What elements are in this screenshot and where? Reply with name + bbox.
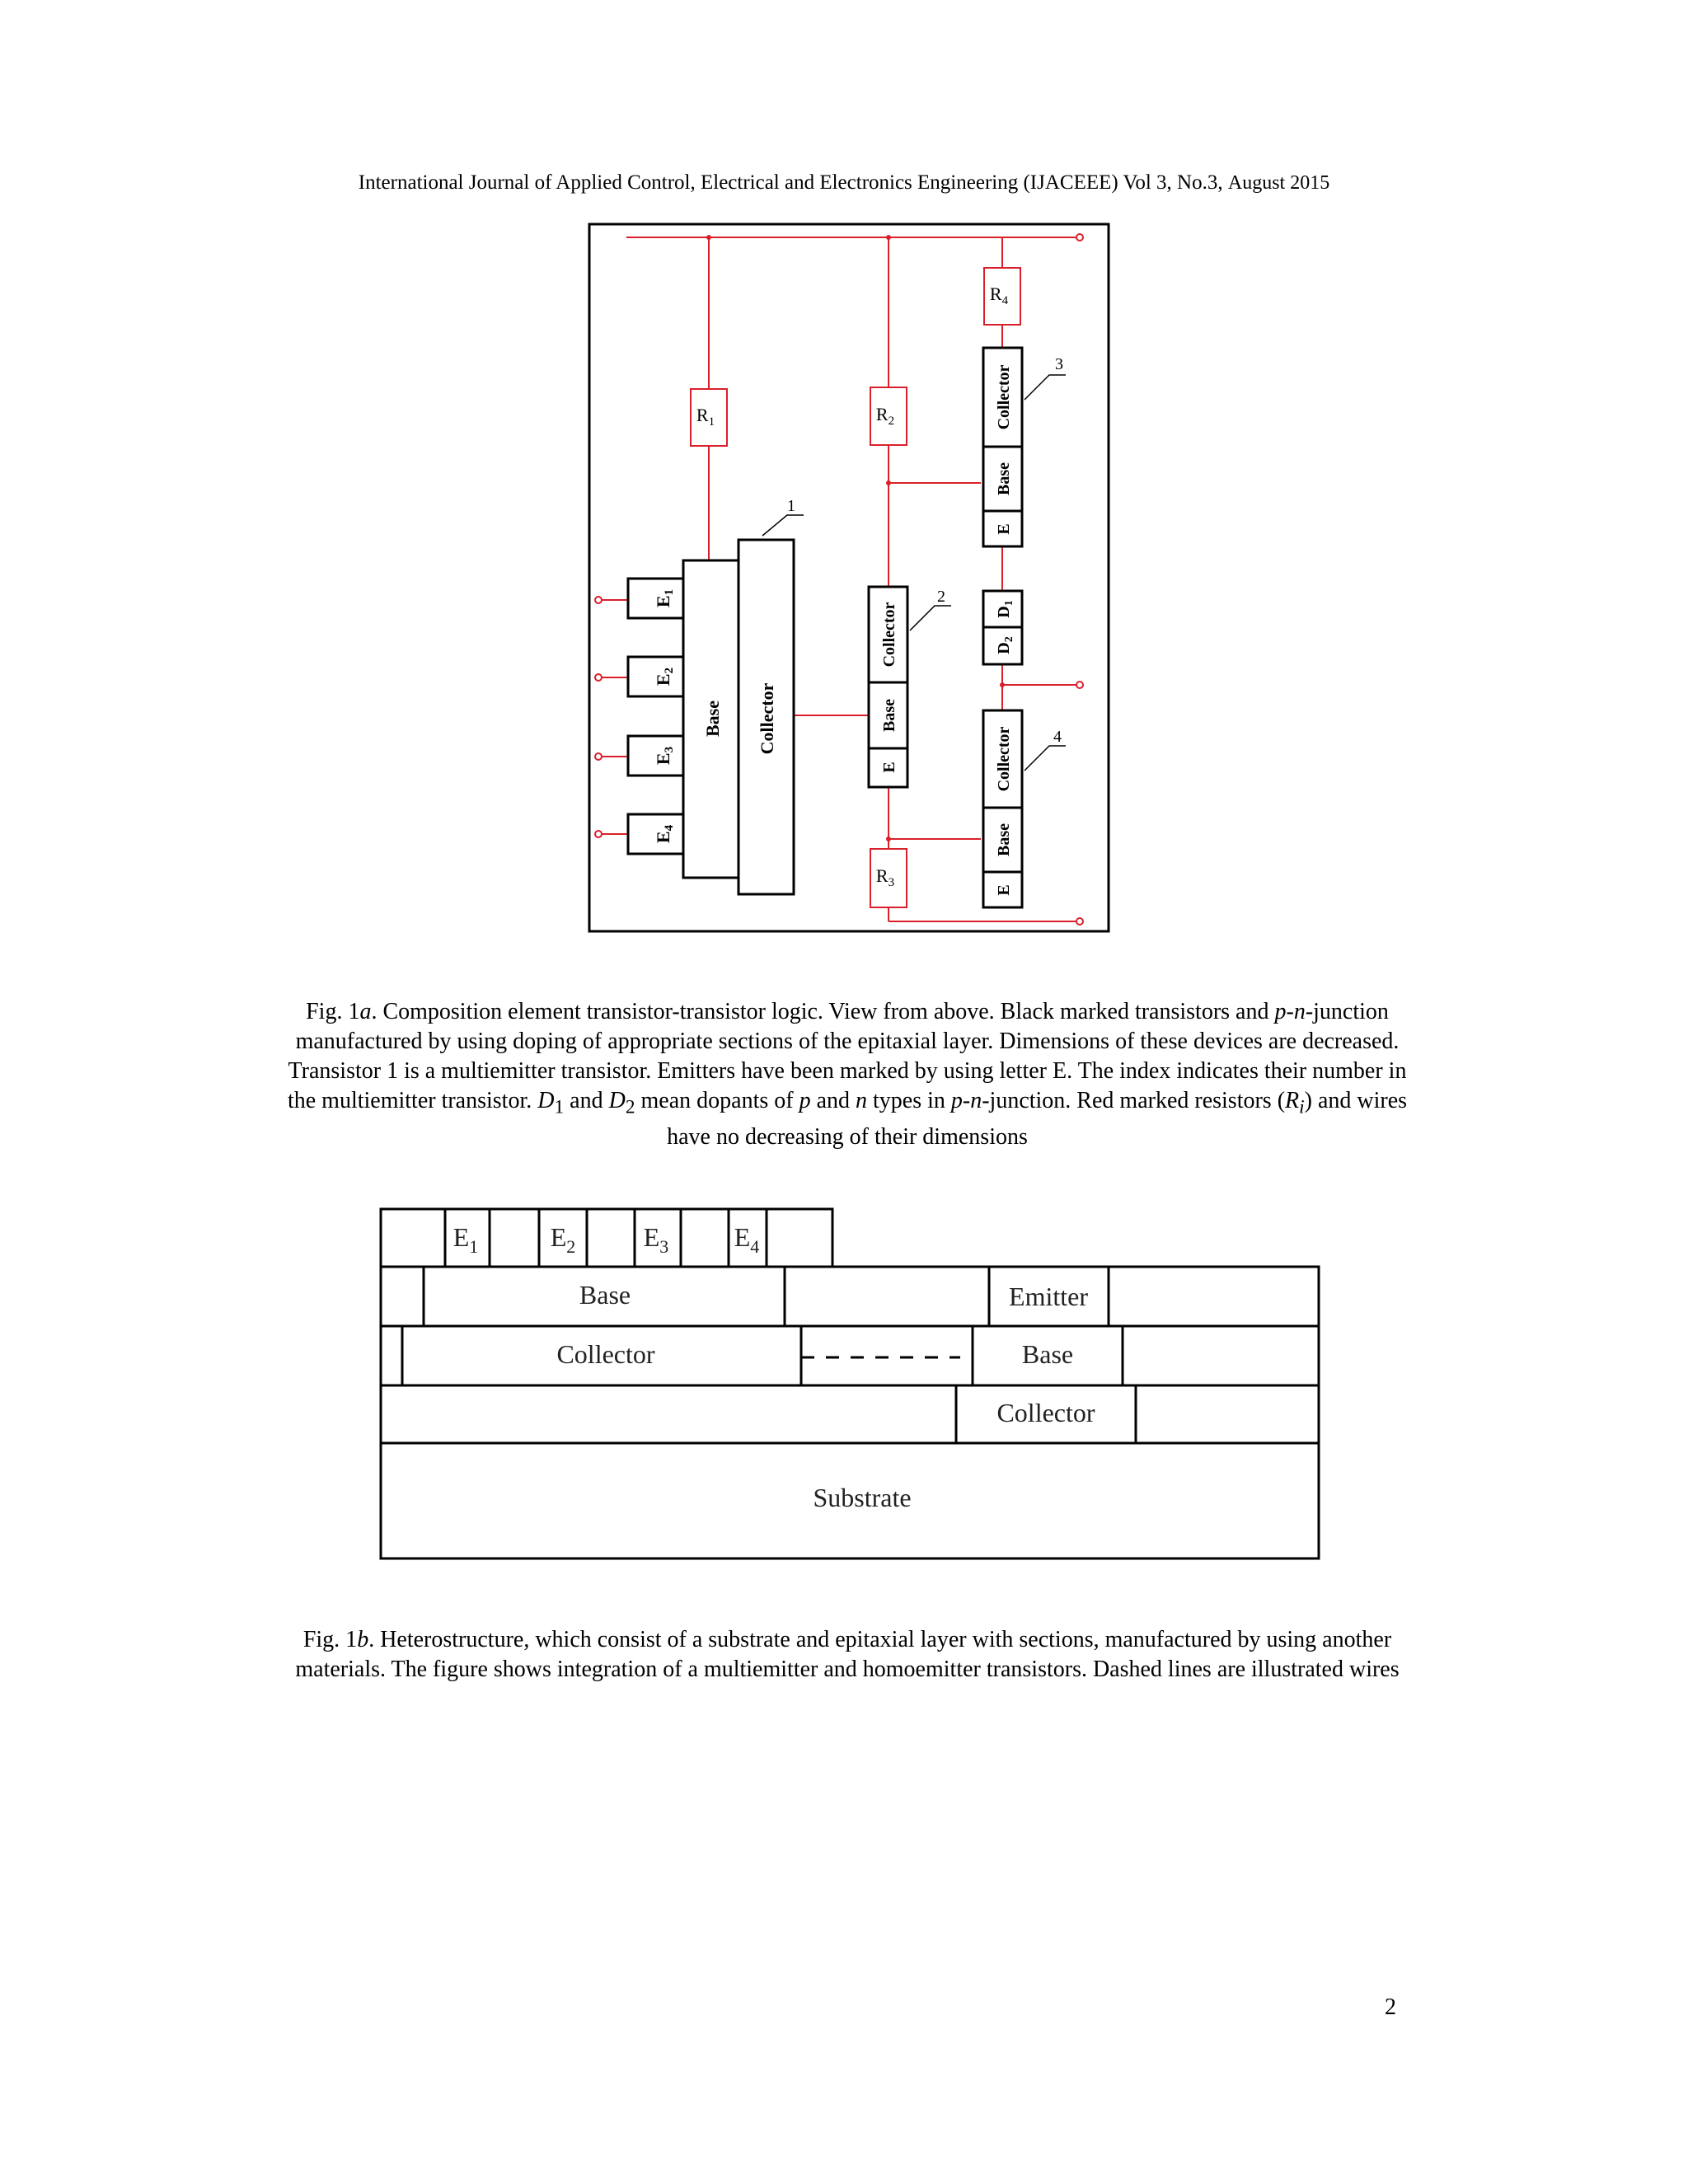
svg-text:R3: $R_3$ <box>875 865 895 889</box>
figure-1b-caption: Fig. 1b. Heterostructure, which consist of a substrate and epitaxial layer with sections, manufactured by using another materials. The figure shows integration of a multiemitter and homoemitter transistors. Dashed lines are illustrated wires <box>295 1627 1400 1682</box>
figure-1a-caption: Fig. 1a. Composition element transistor-transistor logic. View from above. Black marked transistors and p-n-junction manufactured by using doping of appropriate sections of the epitaxial layer. Dimensions of these devices are decreased. Transistor 1 is a multiemitter transistor. Emitters have been marked by using letter E. The index indicates their number in the multiemitter transistor. $D_1$ and $D_2$ mean dopants of p and n types in p-n-junction. Red marked resistors $(R_i)$ and wires have no decreasing of their dimensions <box>287 999 1408 1150</box>
issue-date: August 2015 <box>1227 172 1330 194</box>
svg-text:R1: $R_1$ <box>696 405 715 429</box>
svg-text:Base: Base <box>880 699 898 732</box>
svg-text:Collector: Collector <box>880 602 898 668</box>
svg-text:E: E <box>995 884 1013 896</box>
fig1b-emitter-e3: $E_3$ <box>643 1222 669 1257</box>
svg-text:E: E <box>880 762 898 773</box>
fig1b-emitter-e2: $E_2$ <box>550 1222 576 1257</box>
fig1b-outline <box>381 1267 1319 1558</box>
svg-text:E1: E1 <box>653 588 676 608</box>
svg-text:Collector: Collector <box>995 364 1013 430</box>
svg-text:E4: E4 <box>653 824 676 844</box>
fig1b-collector-right: Collector <box>996 1398 1095 1427</box>
fig1b-base-right: Base <box>1021 1339 1074 1369</box>
fig1b-substrate: Substrate <box>813 1483 912 1512</box>
fig1b-emitter-e4: $E_4$ <box>734 1222 760 1257</box>
callout-1: 1 <box>787 497 795 515</box>
svg-text:Collector: Collector <box>995 726 1013 792</box>
callout-2: 2 <box>937 588 945 606</box>
fig1b-collector-left: Collector <box>556 1339 655 1369</box>
callout-4: 4 <box>1053 728 1062 746</box>
journal-title: International Journal of Applied Control, Electrical and Electronics Engineering (IJACEEE) Vol 3, No.3, <box>358 171 1223 194</box>
fig1b-emitter-e1: $E_1$ <box>452 1222 479 1257</box>
svg-text:E2: E2 <box>653 667 676 687</box>
label-collector-t1: Collector <box>757 682 777 755</box>
svg-text:E: E <box>995 523 1013 535</box>
fig1b-base-left: Base <box>579 1280 631 1310</box>
svg-text:Base: Base <box>995 462 1013 495</box>
svg-text:D1: $D_1$ <box>995 600 1015 618</box>
svg-text:D2: $D_2$ <box>995 636 1015 654</box>
fig1b-emitter: Emitter <box>1009 1282 1088 1311</box>
label-base-t1: Base <box>702 701 723 737</box>
svg-text:R4: $R_4$ <box>989 284 1009 307</box>
callout-3: 3 <box>1055 355 1063 373</box>
svg-text:Base: Base <box>995 823 1013 856</box>
svg-text:R2: $R_2$ <box>875 404 895 428</box>
svg-text:E3: E3 <box>653 746 676 766</box>
page-number: 2 <box>1385 1994 1396 2020</box>
